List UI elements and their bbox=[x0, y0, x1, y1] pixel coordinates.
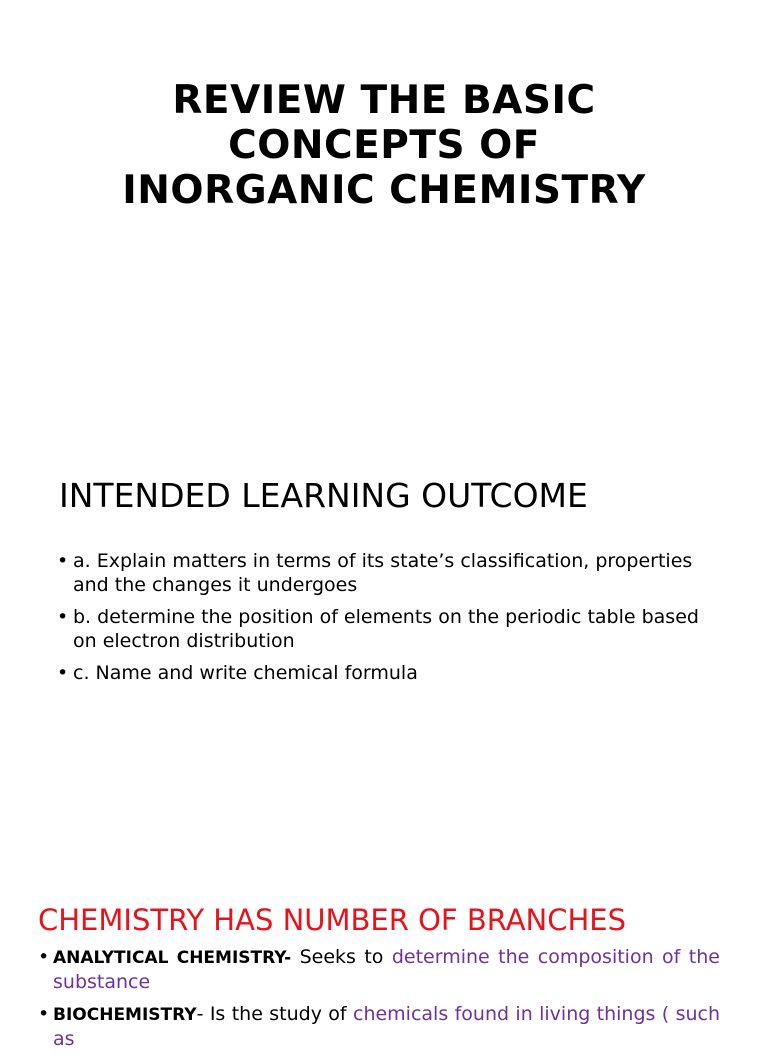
presentation-title bbox=[60, 78, 708, 213]
list-item bbox=[55, 549, 715, 597]
branches-heading: CHEMISTRY HAS NUMBER OF BRANCHES bbox=[38, 903, 627, 937]
title-line-2: CONCEPTS OF bbox=[228, 123, 540, 168]
outcome-text: b. determine the position of elements on the periodic table based on electron distribution bbox=[73, 606, 699, 652]
learning-outcomes-slide bbox=[0, 440, 768, 880]
list-item bbox=[55, 661, 715, 685]
branch-text: Seeks to bbox=[291, 946, 392, 968]
bullet-icon: • bbox=[38, 1003, 50, 1025]
branch-highlight: chemicals found in living things ( such as bbox=[53, 1003, 721, 1050]
branch-term: BIOCHEMISTRY bbox=[53, 1005, 197, 1025]
bullet-icon: • bbox=[57, 606, 69, 628]
outcomes-list bbox=[55, 549, 715, 693]
title-line-3: INORGANIC CHEMISTRY bbox=[122, 168, 646, 213]
bullet-icon: • bbox=[57, 550, 69, 572]
title-line-1: REVIEW THE BASIC bbox=[172, 78, 596, 123]
outcomes-heading: INTENDED LEARNING OUTCOME bbox=[59, 476, 588, 515]
bullet-icon: • bbox=[57, 662, 69, 684]
list-item bbox=[55, 605, 715, 653]
branch-text: - Is the study of bbox=[196, 1003, 353, 1025]
branch-term: ANALYTICAL CHEMISTRY- bbox=[53, 948, 292, 968]
title-slide bbox=[0, 0, 768, 440]
outcome-text: a. Explain matters in terms of its state’s classification, properties and the changes it undergoes bbox=[73, 550, 693, 596]
branches-slide bbox=[0, 880, 768, 1050]
outcome-text: c. Name and write chemical formula bbox=[73, 662, 418, 684]
bullet-icon: • bbox=[38, 946, 50, 968]
branch-highlight: determine the composition of the substance bbox=[53, 946, 720, 993]
branches-list bbox=[38, 945, 720, 1059]
list-item bbox=[38, 1002, 720, 1051]
list-item bbox=[38, 945, 720, 994]
